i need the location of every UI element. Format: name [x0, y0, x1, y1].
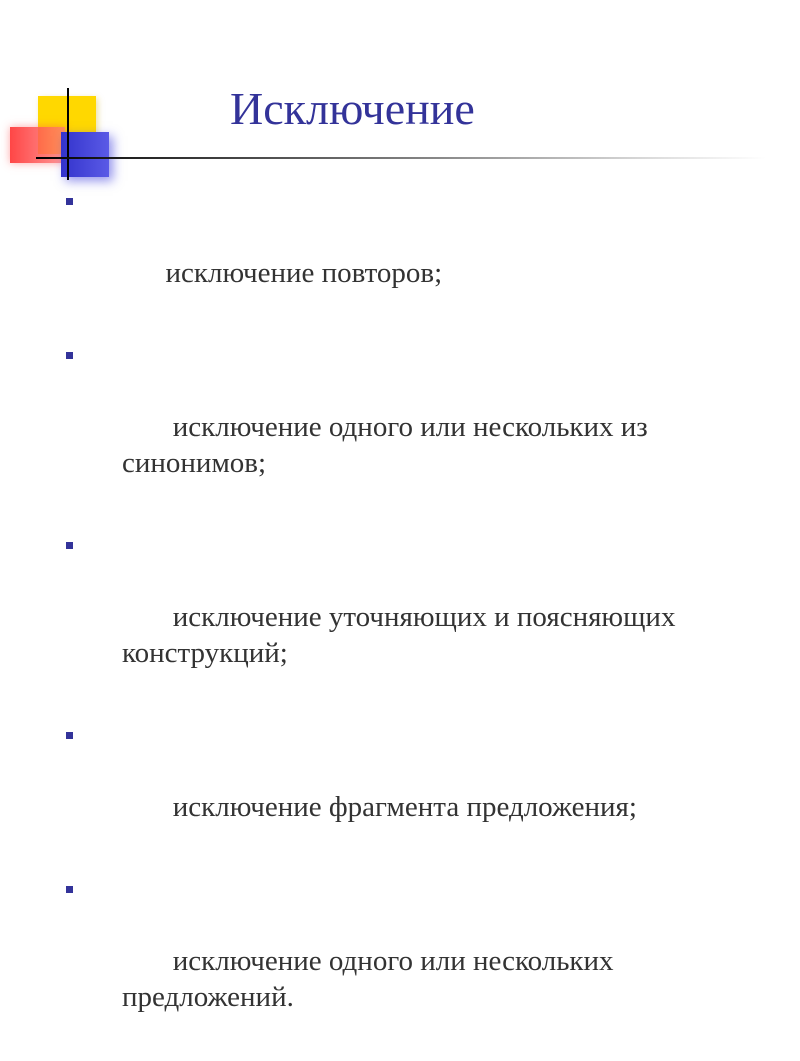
list-item	[60, 871, 760, 1051]
list-item	[60, 717, 760, 861]
list-item-text: исключение одного или нескольких предложений.	[122, 945, 621, 1013]
title-underline	[36, 157, 766, 159]
slide-title: Исключение	[230, 83, 475, 134]
list-item-text: исключение повторов;	[165, 257, 443, 289]
square-bullet-icon	[66, 732, 73, 739]
square-bullet-icon	[66, 198, 73, 205]
square-bullet-icon	[66, 542, 73, 549]
colored-squares-logo-icon	[0, 0, 130, 190]
list-item	[60, 183, 760, 327]
vertical-line	[67, 88, 69, 180]
bullet-list	[60, 183, 760, 1061]
list-item-text: исключение одного или нескольких из синонимов;	[122, 411, 656, 479]
list-item-text: исключение фрагмента предложения;	[165, 791, 637, 823]
list-item	[60, 337, 760, 517]
square-bullet-icon	[66, 886, 73, 893]
list-item	[60, 527, 760, 707]
square-bullet-icon	[66, 352, 73, 359]
list-item-text: исключение уточняющих и поясняющих конструкций;	[122, 601, 683, 669]
